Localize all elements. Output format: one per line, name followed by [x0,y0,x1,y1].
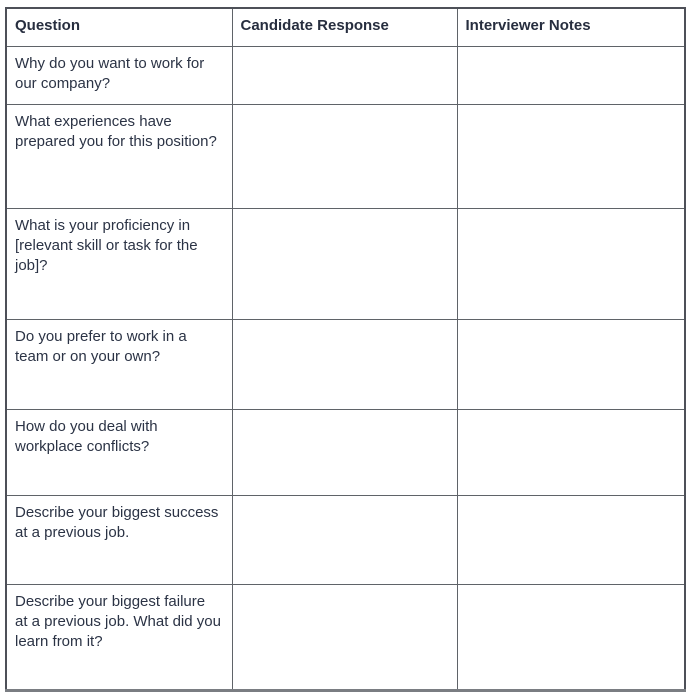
question-cell: Do you prefer to work in a team or on your own? [6,319,232,409]
table-row [6,208,685,319]
interviewer-notes-cell[interactable] [457,584,685,690]
table-row [6,104,685,208]
interviewer-notes-cell[interactable] [457,495,685,584]
candidate-response-cell[interactable] [232,46,457,104]
candidate-response-cell[interactable] [232,208,457,319]
interviewer-notes-cell[interactable] [457,208,685,319]
candidate-response-cell[interactable] [232,409,457,495]
interviewer-notes-cell[interactable] [457,46,685,104]
table-row [6,495,685,584]
question-cell: Describe your biggest success at a previous job. [6,495,232,584]
interviewer-notes-cell[interactable] [457,319,685,409]
table-row [6,584,685,690]
interviewer-notes-cell[interactable] [457,409,685,495]
table-row [6,319,685,409]
question-cell: Describe your biggest failure at a previous job. What did you learn from it? [6,584,232,690]
column-header-interviewer-notes: Interviewer Notes [457,8,685,46]
candidate-response-cell[interactable] [232,319,457,409]
interviewer-notes-cell[interactable] [457,104,685,208]
interview-questions-table [5,7,686,692]
question-cell: Why do you want to work for our company? [6,46,232,104]
question-cell: What experiences have prepared you for this position? [6,104,232,208]
candidate-response-cell[interactable] [232,584,457,690]
candidate-response-cell[interactable] [232,104,457,208]
table-row [6,46,685,104]
table-row [6,409,685,495]
candidate-response-cell[interactable] [232,495,457,584]
table-header-row [6,8,685,46]
column-header-candidate-response: Candidate Response [232,8,457,46]
question-cell: How do you deal with workplace conflicts? [6,409,232,495]
column-header-question: Question [6,8,232,46]
question-cell: What is your proficiency in [relevant skill or task for the job]? [6,208,232,319]
